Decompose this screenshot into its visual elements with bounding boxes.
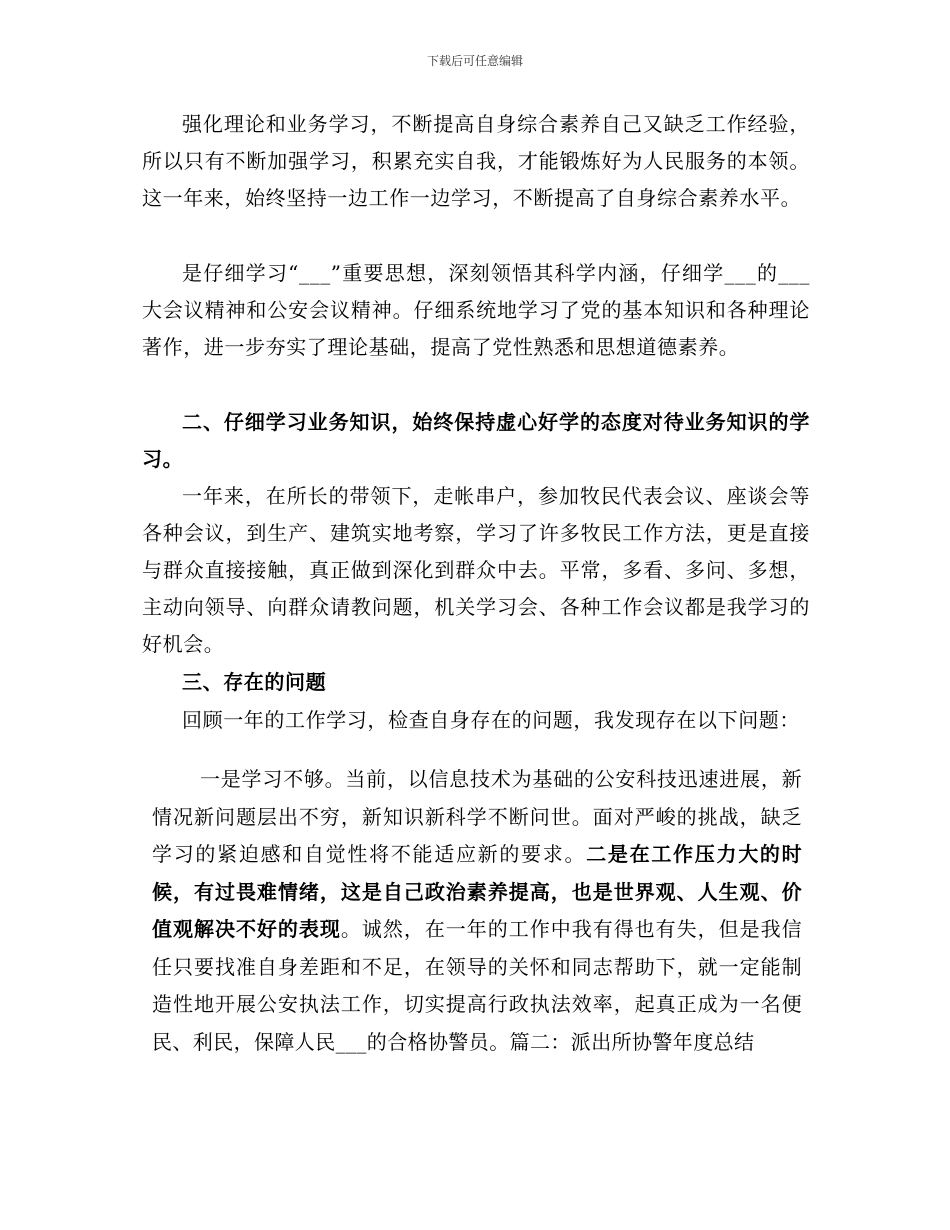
paragraph-text bbox=[152, 761, 802, 1061]
heading-text: 三、存在的问题 bbox=[182, 670, 327, 694]
conclusion-text: 。诚然，在一年的工作中我有得也有失，但是我信任只要找准自身差距和不足，在领导的关怀和同志帮助下，就一定能制造性地开展公安执法工作，切实提高行政执法效率，起真正成为一名便民、利民，保障人民___的合格协警员。篇二：派出所协警年度总结 bbox=[152, 917, 802, 1054]
section-heading-2 bbox=[142, 404, 810, 478]
paragraph-study-thought bbox=[142, 255, 810, 366]
paragraph-text: 一年来，在所长的带领下，走帐串户，参加牧民代表会议、座谈会等各种会议，到生产、建筑实地考察，学习了许多牧民工作方法，更是直接与群众直接接触，真正做到深化到群众中去。平常，多看、多问、多想，主动向领导、向群众请教问题，机关学习会、各种工作会议都是我学习的好机会。 bbox=[142, 484, 810, 656]
paragraph-text: 回顾一年的工作学习，检查自身存在的问题，我发现存在以下问题： bbox=[182, 708, 800, 732]
paragraph-text: 强化理论和业务学习，不断提高自身综合素养自己又缺乏工作经验，所以只有不断加强学习，积累充实自我，才能锻炼好为人民服务的本领。这一年来，始终坚持一边工作一边学习，不断提高了自身综合素养水平。 bbox=[142, 112, 810, 210]
paragraph-text: 是仔细学习“___”重要思想，深刻领悟其科学内涵，仔细学___的___大会议精神和公安会议精神。仔细系统地学习了党的基本知识和各种理论著作，进一步夯实了理论基础，提高了党性熟悉和思想道德素养。 bbox=[142, 261, 810, 359]
paragraph-study-theory bbox=[142, 106, 810, 217]
paragraph-review bbox=[142, 702, 810, 739]
problem-one-text: 一是学习不够。当前，以信息技术为基础的公安科技迅速进展，新情况新问题层出不穷，新知识新科学不断问世。面对严峻的挑战，缺乏学习的紧迫感和自觉性将不能适应新的要求。 bbox=[152, 767, 802, 866]
problem-two-text: 二是在工作压力大的时候，有过畏难情绪，这是自己政治素养提高，也是世界观、人生观、价值观解决不好的表现 bbox=[152, 842, 803, 941]
page-header: 下载后可任意编辑 bbox=[426, 54, 523, 68]
heading-text: 二、仔细学习业务知识，始终保持虚心好学的态度对待业务知识的学习。 bbox=[142, 410, 810, 471]
section-heading-3 bbox=[142, 664, 810, 701]
paragraph-problems bbox=[152, 761, 802, 1061]
paragraph-one-year bbox=[142, 478, 810, 663]
